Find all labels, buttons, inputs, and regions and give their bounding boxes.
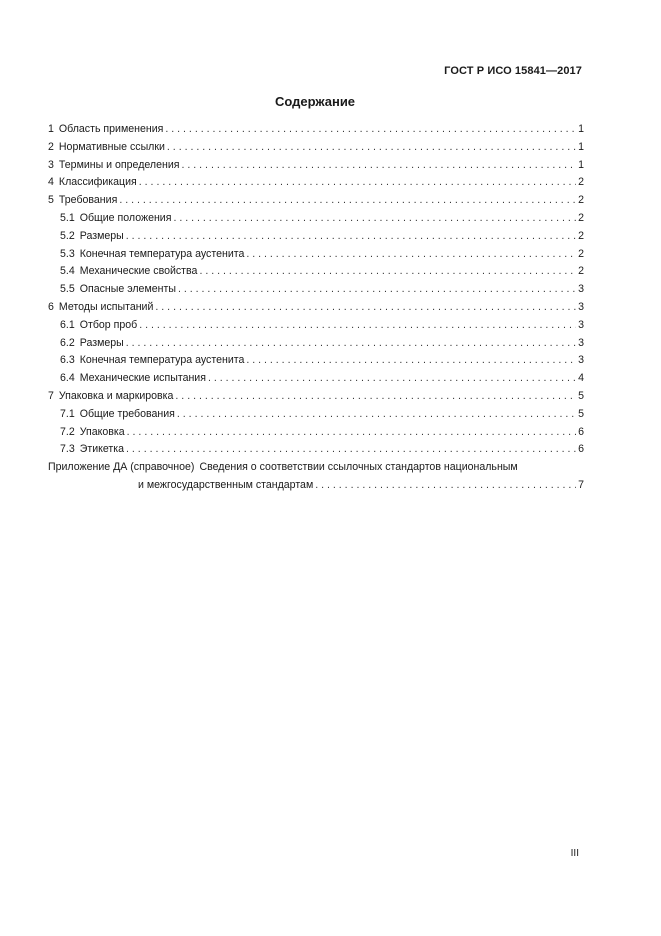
toc-leader-dots — [173, 210, 576, 228]
toc-entry[interactable] — [48, 210, 584, 228]
toc-entry[interactable] — [48, 192, 584, 210]
toc-entry-number: 7.3 — [60, 443, 75, 456]
toc-entry[interactable] — [48, 388, 584, 406]
toc-leader-dots — [165, 121, 576, 139]
toc-leader-dots — [139, 174, 576, 192]
toc-entry-title: Механические испытания — [79, 372, 206, 385]
toc-leader-dots — [246, 352, 576, 370]
toc-entry-page: 1 — [578, 158, 584, 171]
toc-entry-title: Конечная температура аустенита — [79, 354, 245, 367]
toc-entry-page: 2 — [578, 265, 584, 278]
toc-entry[interactable] — [48, 246, 584, 264]
toc-entry-page: 2 — [578, 194, 584, 207]
toc-leader-dots — [126, 335, 576, 353]
toc-entry-number: 6 — [48, 300, 54, 313]
toc-entry[interactable] — [48, 352, 584, 370]
toc-entry[interactable] — [48, 174, 584, 192]
toc-entry-page: 6 — [578, 443, 584, 456]
document-header-code: ГОСТ Р ИСО 15841—2017 — [444, 65, 582, 77]
toc-entry-number: 1 — [48, 123, 54, 135]
toc-leader-dots — [126, 228, 576, 246]
toc-entry-title: Общие положения — [79, 211, 172, 224]
appendix-title-line-2: и межгосударственным стандартам — [138, 478, 314, 491]
toc-entry[interactable] — [48, 281, 584, 299]
toc-entry[interactable] — [48, 139, 584, 157]
toc-leader-dots — [155, 299, 576, 317]
toc-entry-title: Общие требования — [79, 407, 175, 420]
toc-entry-number: 6.4 — [60, 372, 75, 385]
toc-entry[interactable] — [48, 406, 584, 424]
toc-leader-dots — [175, 388, 576, 406]
toc-entry-title: Размеры — [79, 229, 124, 242]
toc-entry-page: 2 — [578, 247, 584, 260]
toc-entry-title: Методы испытаний — [58, 300, 154, 313]
toc-entry-number: 5.5 — [60, 283, 75, 296]
toc-leader-dots — [315, 477, 576, 495]
toc-entry-title: Требования — [58, 194, 118, 207]
toc-leader-dots — [127, 424, 576, 442]
toc-entry[interactable] — [48, 228, 584, 246]
toc-leader-dots — [177, 406, 576, 424]
toc-entry-number: 2 — [48, 140, 54, 153]
toc-entry-number: 6.2 — [60, 336, 75, 349]
toc-leader-dots — [119, 192, 576, 210]
toc-entry-title: Конечная температура аустенита — [79, 247, 245, 260]
toc-entry-title: Упаковка — [79, 425, 125, 438]
toc-entry[interactable] — [48, 157, 584, 175]
appendix-title-line-1: Сведения о соответствии ссылочных стандартов национальным — [199, 461, 518, 474]
toc-entry-page: 3 — [578, 336, 584, 349]
toc-entry-page: 3 — [578, 318, 584, 331]
page-number-footer: III — [570, 848, 579, 859]
toc-entry-page: 1 — [578, 140, 584, 153]
toc-entry-number: 5.1 — [60, 211, 75, 224]
toc-entry[interactable] — [48, 335, 584, 353]
toc-entry[interactable] — [48, 299, 584, 317]
toc-entry-number: 5.4 — [60, 265, 75, 278]
toc-entry-title: Опасные элементы — [79, 283, 176, 296]
toc-entry-number: 3 — [48, 158, 54, 171]
toc-entry[interactable] — [48, 441, 584, 459]
appendix-line-2 — [48, 477, 584, 495]
toc-entry-page: 2 — [578, 229, 584, 242]
toc-entry-title: Область применения — [58, 123, 164, 135]
toc-entry-number: 5.3 — [60, 247, 75, 260]
toc-entry-number: 6.1 — [60, 318, 75, 331]
toc-appendix[interactable] — [48, 459, 584, 495]
toc-entry[interactable] — [48, 121, 584, 139]
toc-leader-dots — [182, 157, 577, 175]
toc-leader-dots — [246, 246, 576, 264]
toc-leader-dots — [167, 139, 576, 157]
toc-entry-title: Размеры — [79, 336, 124, 349]
toc-entry-page: 1 — [578, 123, 584, 135]
toc-entry-title: Этикетка — [79, 443, 125, 456]
toc-entry[interactable] — [48, 317, 584, 335]
toc-entry-number: 4 — [48, 176, 54, 189]
toc-entry-number: 7.1 — [60, 407, 75, 420]
toc-title: Содержание — [274, 94, 356, 109]
toc-leader-dots — [139, 317, 576, 335]
toc-entry-page: 3 — [578, 354, 584, 367]
toc-entries — [48, 121, 584, 459]
toc-entry-page: 4 — [578, 372, 584, 385]
appendix-line-1 — [48, 459, 584, 477]
toc-leader-dots — [208, 370, 576, 388]
toc-entry-number: 7 — [48, 389, 54, 402]
toc-entry-number: 5.2 — [60, 229, 75, 242]
toc-entry-page: 2 — [578, 211, 584, 224]
toc-entry-title: Отбор проб — [79, 318, 138, 331]
toc-leader-dots — [178, 281, 576, 299]
toc-entry-page: 6 — [578, 425, 584, 438]
toc-entry-number: 6.3 — [60, 354, 75, 367]
toc-entry[interactable] — [48, 424, 584, 442]
toc-entry-page: 3 — [578, 283, 584, 296]
toc-entry-page: 5 — [578, 389, 584, 402]
toc-entry-number: 7.2 — [60, 425, 75, 438]
toc-entry[interactable] — [48, 370, 584, 388]
toc-entry-page: 5 — [578, 407, 584, 420]
toc-entry-title: Упаковка и маркировка — [58, 389, 174, 402]
appendix-page-number: 7 — [578, 478, 584, 491]
toc-entry-title: Нормативные ссылки — [58, 140, 165, 153]
table-of-contents — [48, 121, 584, 495]
toc-entry-title: Механические свойства — [79, 265, 198, 278]
toc-leader-dots — [199, 263, 576, 281]
toc-entry-page: 3 — [578, 300, 584, 313]
appendix-label: Приложение ДА (справочное) — [48, 461, 195, 474]
toc-leader-dots — [126, 441, 576, 459]
toc-entry-page: 2 — [578, 176, 584, 189]
toc-entry[interactable] — [48, 263, 584, 281]
toc-entry-title: Термины и определения — [58, 158, 180, 171]
toc-entry-number: 5 — [48, 194, 54, 207]
toc-entry-title: Классификация — [58, 176, 137, 189]
